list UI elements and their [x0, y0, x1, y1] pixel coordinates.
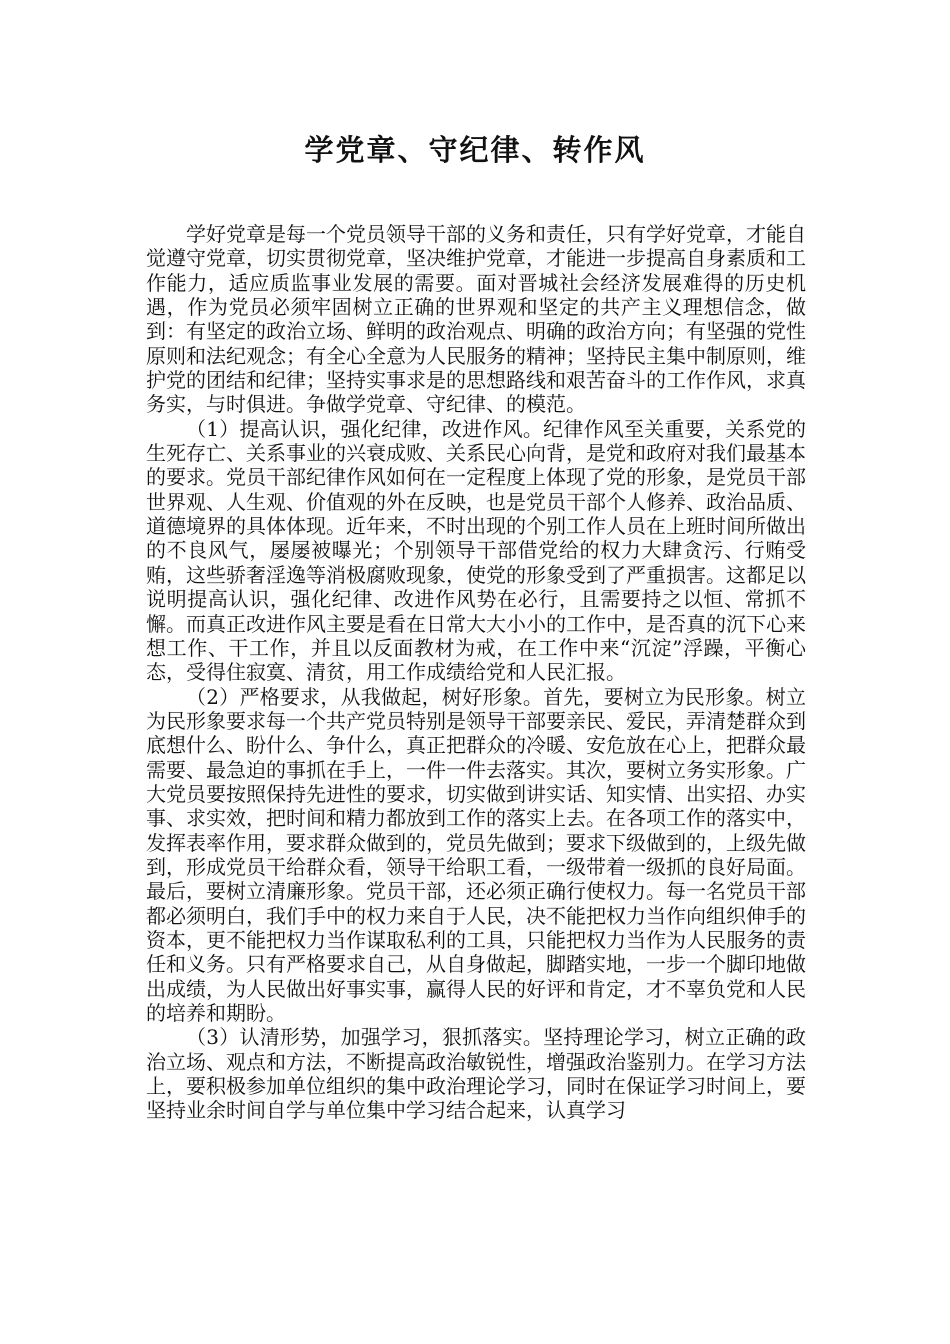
document-body [146, 222, 806, 1123]
paragraph-section-3: （3）认清形势，加强学习，狠抓落实。坚持理论学习，树立正确的政治立场、观点和方法，不断提高政治敏锐性，增强政治鉴别力。在学习方法上，要积极参加单位组织的集中政治理论学习，同时在保证学习时间上，要坚持业余时间自学与单位集中学习结合起来，认真学习 [146, 1025, 806, 1123]
paragraph-intro: 学好党章是每一个党员领导干部的义务和责任，只有学好党章，才能自觉遵守党章，切实贯彻党章，坚决维护党章，才能进一步提高自身素质和工作能力，适应质监事业发展的需要。面对晋城社会经济发展难得的历史机遇，作为党员必须牢固树立正确的世界观和坚定的共产主义理想信念，做到：有坚定的政治立场、鲜明的政治观点、明确的政治方向；有坚强的党性原则和法纪观念；有全心全意为人民服务的精神；坚持民主集中制原则，维护党的团结和纪律；坚持实事求是的思想路线和艰苦奋斗的工作作风，求真务实，与时俱进。争做学党章、守纪律、的模范。 [146, 222, 806, 417]
paragraph-section-1: （1）提高认识，强化纪律，改进作风。纪律作风至关重要，关系党的生死存亡、关系事业的兴衰成败、关系民心向背，是党和政府对我们最基本的要求。党员干部纪律作风如何在一定程度上体现了党的形象，是党员干部世界观、人生观、价值观的外在反映，也是党员干部个人修养、政治品质、道德境界的具体体现。近年来，不时出现的个别工作人员在上班时间所做出的不良风气，屡屡被曝光；个别领导干部借党给的权力大肆贪污、行贿受贿，这些骄奢淫逸等消极腐败现象，使党的形象受到了严重损害。这都足以说明提高认识，强化纪律、改进作风势在必行，且需要持之以恒、常抓不懈。而真正改进作风主要是看在日常大大小小的工作中，是否真的沉下心来想工作、干工作，并且以反面教材为戒，在工作中来“沉淀”浮躁，平衡心态，受得住寂寞、清贫，用工作成绩给党和人民汇报。 [146, 416, 806, 685]
document-title: 学党章、守纪律、转作风 [304, 133, 646, 167]
paragraph-section-2: （2）严格要求，从我做起，树好形象。首先，要树立为民形象。树立为民形象要求每一个共产党员特别是领导干部要亲民、爱民，弄清楚群众到底想什么、盼什么、争什么，真正把群众的冷暖、安危放在心上，把群众最需要、最急迫的事抓在手上，一件一件去落实。其次，要树立务实形象。广大党员要按照保持先进性的要求，切实做到讲实话、知实情、出实招、办实事、求实效，把时间和精力都放到工作的落实上去。在各项工作的落实中，发挥表率作用，要求群众做到的，党员先做到；要求下级做到的，上级先做到，形成党员干给群众看，领导干给职工看，一级带着一级抓的良好局面。最后，要树立清廉形象。党员干部，还必须正确行使权力。每一名党员干部都必须明白，我们手中的权力来自于人民，决不能把权力当作向组织伸手的资本，更不能把权力当作谋取私利的工具，只能把权力当作为人民服务的责任和义务。只有严格要求自己，从自身做起，脚踏实地，一步一个脚印地做出成绩，为人民做出好事实事，赢得人民的好评和肯定，才不辜负党和人民的培养和期盼。 [146, 684, 806, 1025]
